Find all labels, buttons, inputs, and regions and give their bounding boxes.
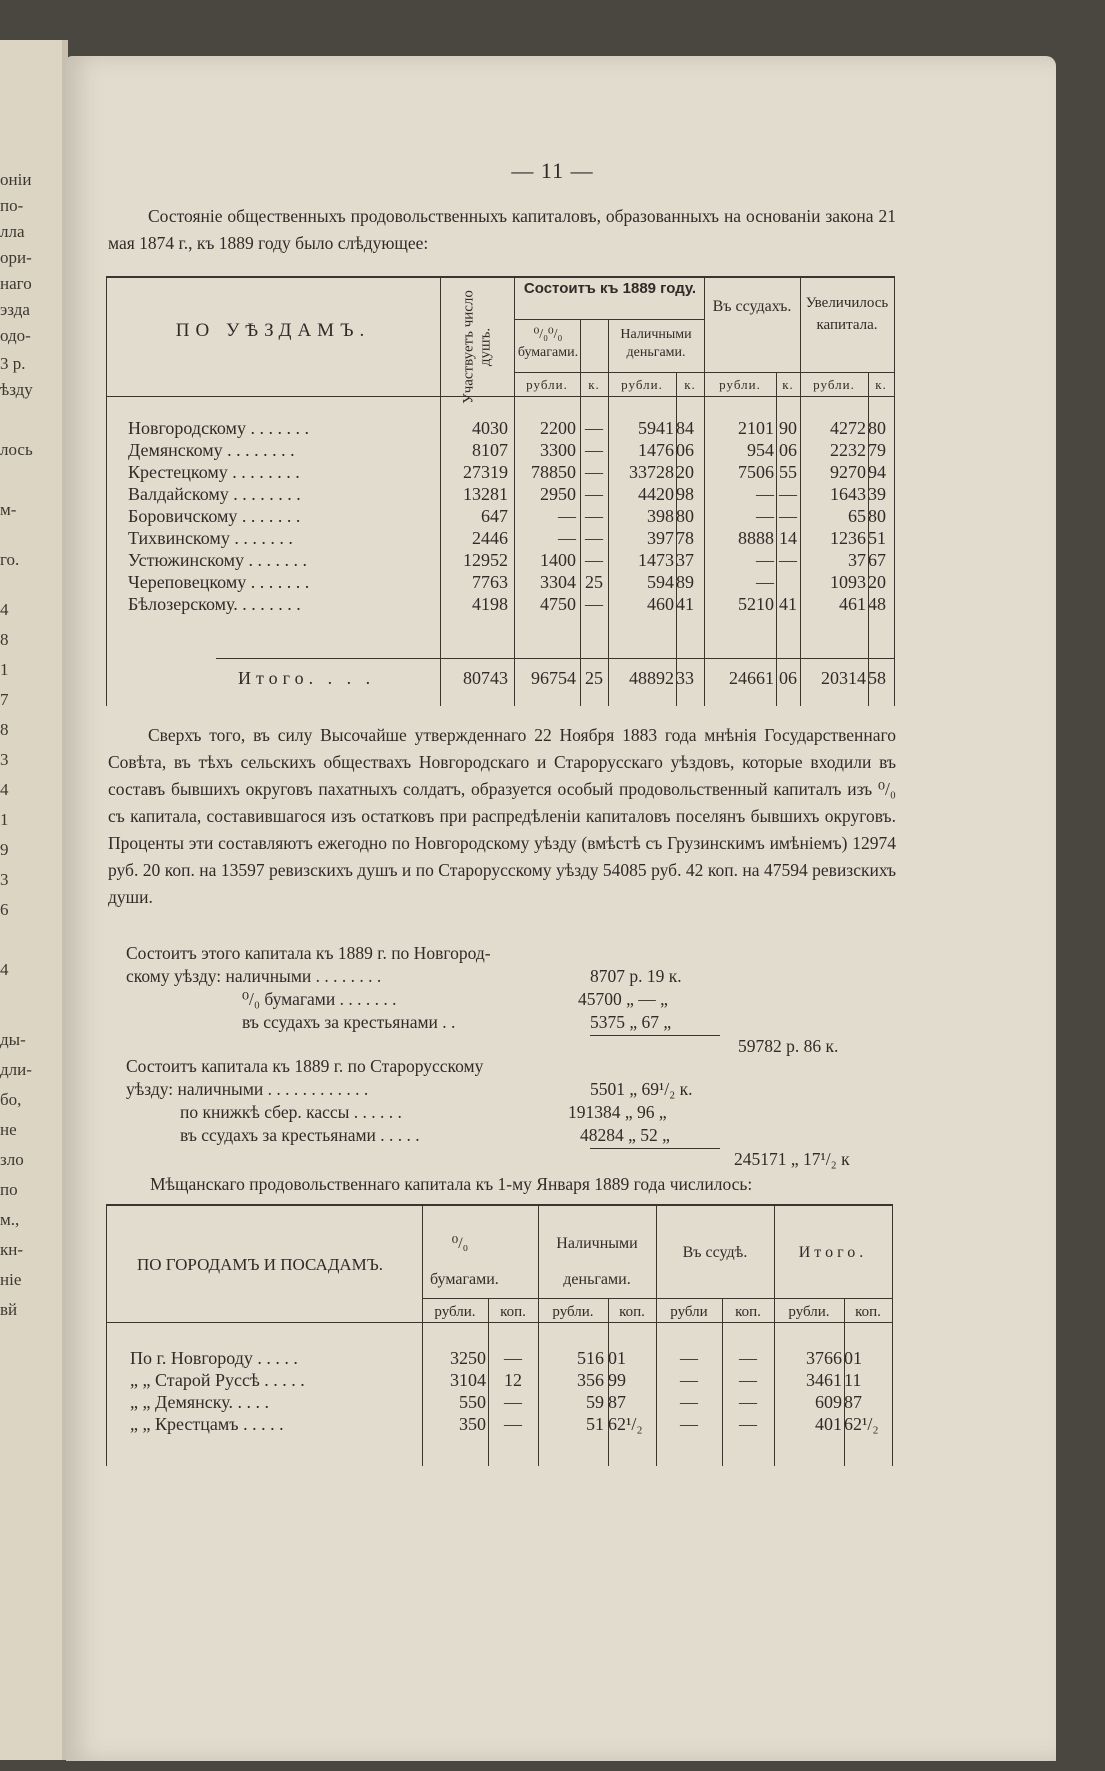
unit-kop: коп. xyxy=(619,1304,645,1320)
cell-ck: 84 xyxy=(676,418,694,438)
cell-lr: 24661 xyxy=(729,668,774,688)
row-label: Бѣлозерскому. . . . . . . . xyxy=(128,594,301,614)
margin-fragment: зло xyxy=(0,1150,24,1169)
margin-fragment: 4 xyxy=(0,780,9,799)
summary-value: 5501 „ 69¹/₂ к. xyxy=(590,1079,693,1099)
cell-souls: 4030 xyxy=(472,418,508,438)
unit-kop: к. xyxy=(588,377,600,392)
cell-ir: 1236 xyxy=(830,528,866,548)
summary-line: по книжкѣ сбер. кассы . . . . . . xyxy=(180,1102,402,1122)
cell-ck: 62¹/₂ xyxy=(608,1414,643,1434)
cell-cr: 1473 xyxy=(638,550,674,570)
cell-ik: 67 xyxy=(868,550,886,570)
cell-pk: — xyxy=(504,1392,522,1412)
summary-line: уѣзду: наличными . . . . . . . . . . . . xyxy=(126,1079,369,1099)
cell-ck: 87 xyxy=(608,1392,626,1412)
cell-ir: 20314 xyxy=(821,668,866,688)
cell-souls: 12952 xyxy=(463,550,508,570)
cell-lr: — xyxy=(756,550,774,570)
summary-line: Состоитъ капитала къ 1889 г. по Старорусскому xyxy=(126,1056,484,1076)
cell-ir: 4272 xyxy=(830,418,866,438)
margin-fragment: лось xyxy=(0,440,33,459)
cell-ir: 9270 xyxy=(830,462,866,482)
cell-cr: 516 xyxy=(577,1348,604,1368)
cell-cr: 48892 xyxy=(629,668,674,688)
cell-lr: — xyxy=(756,572,774,592)
cell-pk: — xyxy=(585,594,603,614)
cell-ir: 461 xyxy=(839,594,866,614)
cell-souls: 8107 xyxy=(472,440,508,460)
cell-pk: — xyxy=(585,528,603,548)
cell-ir: 1093 xyxy=(830,572,866,592)
cell-ck: 06 xyxy=(676,440,694,460)
margin-fragment: бо, xyxy=(0,1090,22,1109)
margin-fragment: м., xyxy=(0,1210,20,1229)
margin-fragment: наго xyxy=(0,274,32,293)
unit-rub: рубли. xyxy=(434,1304,476,1320)
cell-souls: 80743 xyxy=(463,668,508,688)
cell-pr: 96754 xyxy=(531,668,576,688)
cell-pr: 3104 xyxy=(450,1370,486,1390)
cell-cr: 51 xyxy=(586,1414,604,1434)
cell-pk: 25 xyxy=(585,572,603,592)
header-city: ПО ГОРОДАМЪ И ПОСАДАМЪ. xyxy=(136,1255,384,1274)
cell-tr: 401 xyxy=(815,1414,842,1434)
cell-pk: — xyxy=(585,506,603,526)
row-label: Крестецкому . . . . . . . . xyxy=(128,462,300,482)
header-cash: Наличными деньгами. xyxy=(556,1235,638,1288)
summary-value: 191384 „ 96 „ xyxy=(568,1102,667,1122)
cell-pr: 350 xyxy=(459,1414,486,1434)
cell-ck: 01 xyxy=(608,1348,626,1368)
summary-line: въ ссудахъ за крестьянами . . xyxy=(242,1012,456,1032)
header-district: ПО УѢЗДАМЪ. xyxy=(175,320,371,341)
intro-text: Состояніе общественныхъ продовольственныхъ капиталовъ, образованныхъ на основаніи закона 21 мая 1874 г., къ 1889 году было слѣдующее: xyxy=(108,206,896,253)
unit-rub: рубли. xyxy=(621,377,663,392)
summary-line: ⁰/₀ бумагами . . . . . . . xyxy=(242,989,397,1009)
summary-line: въ ссудахъ за крестьянами . . . . . xyxy=(180,1125,420,1145)
cell-lr: 5210 xyxy=(738,594,774,614)
cell-souls: 27319 xyxy=(463,462,508,482)
cell-ik: 48 xyxy=(868,594,886,614)
summary-value: 45700 „ — „ xyxy=(578,989,668,1009)
margin-fragment: 7 xyxy=(0,690,9,709)
cell-lr: 7506 xyxy=(738,462,774,482)
margin-fragment: 8 xyxy=(0,630,9,649)
unit-kop: к. xyxy=(782,377,794,392)
cell-tr: 3461 xyxy=(806,1370,842,1390)
cell-lk: — xyxy=(739,1414,757,1434)
margin-fragment: не xyxy=(0,1120,17,1139)
cell-lk: 41 xyxy=(779,594,797,614)
cell-cr: 4420 xyxy=(638,484,674,504)
cell-pr: 3304 xyxy=(540,572,576,592)
paragraph-special-capital xyxy=(108,722,896,911)
summary-line: Состоитъ этого капитала къ 1889 г. по Новгород- xyxy=(126,943,491,963)
cell-tr: 3766 xyxy=(806,1348,842,1368)
summary-total: 245171 „ 17¹/₂ к xyxy=(734,1149,850,1169)
unit-kop: коп. xyxy=(735,1304,761,1320)
margin-fragment: по- xyxy=(0,196,24,215)
cell-ik: 80 xyxy=(868,418,886,438)
row-label: Устюжинскому . . . . . . . xyxy=(128,550,308,570)
margin-fragment: 3 р. xyxy=(0,354,26,373)
margin-fragment: ори- xyxy=(0,248,32,267)
margin-fragment: кн- xyxy=(0,1240,24,1259)
unit-rub: рубли. xyxy=(526,377,568,392)
margin-fragment: ды- xyxy=(0,1030,26,1049)
cell-pr: — xyxy=(558,506,576,526)
unit-kop: к. xyxy=(684,377,696,392)
cell-pk: 25 xyxy=(585,668,603,688)
cell-ck: 33 xyxy=(676,668,694,688)
header-loans: Въ ссудѣ. xyxy=(682,1244,748,1261)
margin-fragment: го. xyxy=(0,550,20,569)
header-cash: Наличными деньгами. xyxy=(620,327,692,360)
cell-pr: 1400 xyxy=(540,550,576,570)
summary-value: 5375 „ 67 „ xyxy=(590,1012,672,1032)
cell-tk: 11 xyxy=(844,1370,862,1390)
intro-paragraph xyxy=(108,203,896,257)
cell-ik: 39 xyxy=(868,484,886,504)
cell-lk: — xyxy=(779,506,797,526)
cell-lr: 954 xyxy=(747,440,774,460)
cell-cr: 594 xyxy=(647,572,674,592)
cell-lr: — xyxy=(756,484,774,504)
cell-pk: — xyxy=(585,550,603,570)
cell-pk: — xyxy=(504,1414,522,1434)
margin-fragment: 8 xyxy=(0,720,9,739)
cell-lr: — xyxy=(680,1370,698,1390)
cell-lk: — xyxy=(739,1392,757,1412)
margin-fragment: 1 xyxy=(0,660,9,679)
row-label: „ „ Старой Руссѣ . . . . . xyxy=(130,1370,305,1390)
cell-cr: 460 xyxy=(647,594,674,614)
cell-souls: 647 xyxy=(481,506,508,526)
cell-lk: 06 xyxy=(779,668,797,688)
cell-pr: 3250 xyxy=(450,1348,486,1368)
cell-ck: 80 xyxy=(676,506,694,526)
unit-kop: коп. xyxy=(855,1304,881,1320)
cell-pr: 4750 xyxy=(540,594,576,614)
cell-ik: 80 xyxy=(868,506,886,526)
cell-pk: — xyxy=(585,462,603,482)
summary-line: скому уѣзду: наличными . . . . . . . . xyxy=(126,966,382,986)
margin-fragment: м- xyxy=(0,500,17,519)
cell-lk: — xyxy=(779,484,797,504)
cell-cr: 398 xyxy=(647,506,674,526)
cell-ir: 65 xyxy=(848,506,866,526)
cell-lr: — xyxy=(756,506,774,526)
header-loans: Въ ссудахъ. xyxy=(712,298,792,315)
margin-fragment: 9 xyxy=(0,840,9,859)
cell-ir: 2232 xyxy=(830,440,866,460)
margin-fragment: ніе xyxy=(0,1270,22,1289)
cell-lk: 90 xyxy=(779,418,797,438)
cell-souls: 13281 xyxy=(463,484,508,504)
unit-kop: коп. xyxy=(500,1304,526,1320)
summary-value: 8707 р. 19 к. xyxy=(590,966,682,986)
unit-rub: рубли. xyxy=(788,1304,830,1320)
margin-fragment: по xyxy=(0,1180,18,1199)
row-label: По г. Новгороду . . . . . xyxy=(130,1348,298,1368)
cell-ir: 37 xyxy=(848,550,866,570)
cell-pk: — xyxy=(504,1348,522,1368)
summary-total: 59782 р. 86 к. xyxy=(738,1036,839,1056)
cell-ik: 58 xyxy=(868,668,886,688)
cell-cr: 397 xyxy=(647,528,674,548)
cell-pr: 3300 xyxy=(540,440,576,460)
margin-fragment: 3 xyxy=(0,870,9,889)
cell-cr: 5941 xyxy=(638,418,674,438)
cell-ck: 78 xyxy=(676,528,694,548)
unit-rub: рубли xyxy=(670,1304,708,1320)
cell-lr: 8888 xyxy=(738,528,774,548)
cell-ir: 1643 xyxy=(830,484,866,504)
margin-fragment: одо- xyxy=(0,326,31,345)
cell-cr: 33728 xyxy=(629,462,674,482)
row-label: Демянскому . . . . . . . . xyxy=(128,440,295,460)
cell-ik: 94 xyxy=(868,462,886,482)
header-papers: ⁰/₀ бумагами. xyxy=(430,1235,499,1288)
cell-lr: 2101 xyxy=(738,418,774,438)
cell-pk: — xyxy=(585,440,603,460)
cell-cr: 59 xyxy=(586,1392,604,1412)
cell-ck: 99 xyxy=(608,1370,626,1390)
cell-lr: — xyxy=(680,1392,698,1412)
previous-page-edge xyxy=(0,40,68,1760)
header-state-1889: Состоитъ къ 1889 году. xyxy=(523,280,697,297)
cell-souls: 4198 xyxy=(472,594,508,614)
row-label: Новгородскому . . . . . . . xyxy=(128,418,309,438)
row-label: Боровичскому . . . . . . . xyxy=(128,506,301,526)
cell-pr: 78850 xyxy=(531,462,576,482)
cell-lr: — xyxy=(680,1348,698,1368)
margin-fragment: дли- xyxy=(0,1060,32,1079)
cell-tr: 609 xyxy=(815,1392,842,1412)
header-total: Итого. xyxy=(798,1244,868,1261)
unit-rub: рубли. xyxy=(552,1304,594,1320)
cell-pk: — xyxy=(585,484,603,504)
cell-ck: 89 xyxy=(676,572,694,592)
header-papers: ⁰/₀⁰/₀ бумагами. xyxy=(517,327,579,360)
margin-fragment: 4 xyxy=(0,960,9,979)
cell-pk: — xyxy=(585,418,603,438)
header-increase: Увеличилось капитала. xyxy=(805,295,889,333)
row-label: Тихвинскому . . . . . . . xyxy=(128,528,293,548)
cell-pk: 12 xyxy=(504,1370,522,1390)
paragraph-text: Сверхъ того, въ силу Высочайше утвержденнаго 22 Ноября 1883 года мнѣнія Государственнаго Совѣта, въ тѣхъ сельскихъ обществахъ Новгородскаго и Старорусскаго уѣздовъ, которые входили въ составъ бывшихъ округовъ пахатныхъ солдатъ, образуется особый продовольственный капиталъ изъ ⁰/₀ съ капитала, составившагося изъ остатковъ при распредѣленіи капиталовъ поселянъ бывшихъ округовъ. Проценты эти составляютъ ежегодно по Новгородскому уѣзду (вмѣстѣ съ Грузинскимъ имѣніемъ) 12974 руб. 20 коп. на 13597 ревизскихъ душъ и по Старорусскому уѣзду 54085 руб. 42 коп. на 47594 ревизскихъ души. xyxy=(108,725,896,907)
unit-rub: рубли. xyxy=(719,377,761,392)
margin-fragment: ѣзду xyxy=(0,380,33,399)
cell-lk: — xyxy=(779,550,797,570)
cell-lk: 06 xyxy=(779,440,797,460)
cell-lk: 14 xyxy=(779,528,797,548)
margin-fragment: 1 xyxy=(0,810,9,829)
row-label: „ „ Крестцамъ . . . . . xyxy=(130,1414,284,1434)
cell-ik: 51 xyxy=(868,528,886,548)
margin-fragment: 3 xyxy=(0,750,9,769)
row-label: Череповецкому . . . . . . . xyxy=(128,572,310,592)
cell-souls: 7763 xyxy=(472,572,508,592)
cell-pr: 550 xyxy=(459,1392,486,1412)
cell-lr: — xyxy=(680,1414,698,1434)
cell-pr: 2200 xyxy=(540,418,576,438)
row-label: Итого. . . . xyxy=(238,668,376,688)
cell-lk: — xyxy=(739,1348,757,1368)
cell-tk: 62¹/₂ xyxy=(844,1414,879,1434)
cell-pr: — xyxy=(558,528,576,548)
page-number: — 11 — xyxy=(511,158,594,183)
cell-pr: 2950 xyxy=(540,484,576,504)
unit-rub: рубли. xyxy=(813,377,855,392)
cell-lk: — xyxy=(739,1370,757,1390)
cell-ik: 79 xyxy=(868,440,886,460)
cell-cr: 1476 xyxy=(638,440,674,460)
margin-fragment: лла xyxy=(0,222,25,241)
row-label: Валдайскому . . . . . . . . xyxy=(128,484,301,504)
margin-fragment: оніи xyxy=(0,170,32,189)
header-souls: Участвуетъ число душъ. xyxy=(460,290,494,404)
cell-ck: 41 xyxy=(676,594,694,614)
cell-tk: 87 xyxy=(844,1392,862,1412)
cell-souls: 2446 xyxy=(472,528,508,548)
cell-ck: 98 xyxy=(676,484,694,504)
cell-ck: 37 xyxy=(676,550,694,570)
margin-fragment: вй xyxy=(0,1300,18,1319)
meshch-heading: Мѣщанскаго продовольственнаго капитала къ 1-му Января 1889 года числилось: xyxy=(150,1174,753,1194)
summary-value: 48284 „ 52 „ xyxy=(580,1125,670,1145)
row-label: „ „ Демянску. . . . . xyxy=(130,1392,269,1412)
cell-lk: 55 xyxy=(779,462,797,482)
cell-cr: 356 xyxy=(577,1370,604,1390)
margin-fragment: 4 xyxy=(0,600,9,619)
margin-fragment: 6 xyxy=(0,900,9,919)
cell-ik: 20 xyxy=(868,572,886,592)
cell-ck: 20 xyxy=(676,462,694,482)
margin-fragment: эзда xyxy=(0,300,30,319)
unit-kop: к. xyxy=(875,377,887,392)
cell-tk: 01 xyxy=(844,1348,862,1368)
